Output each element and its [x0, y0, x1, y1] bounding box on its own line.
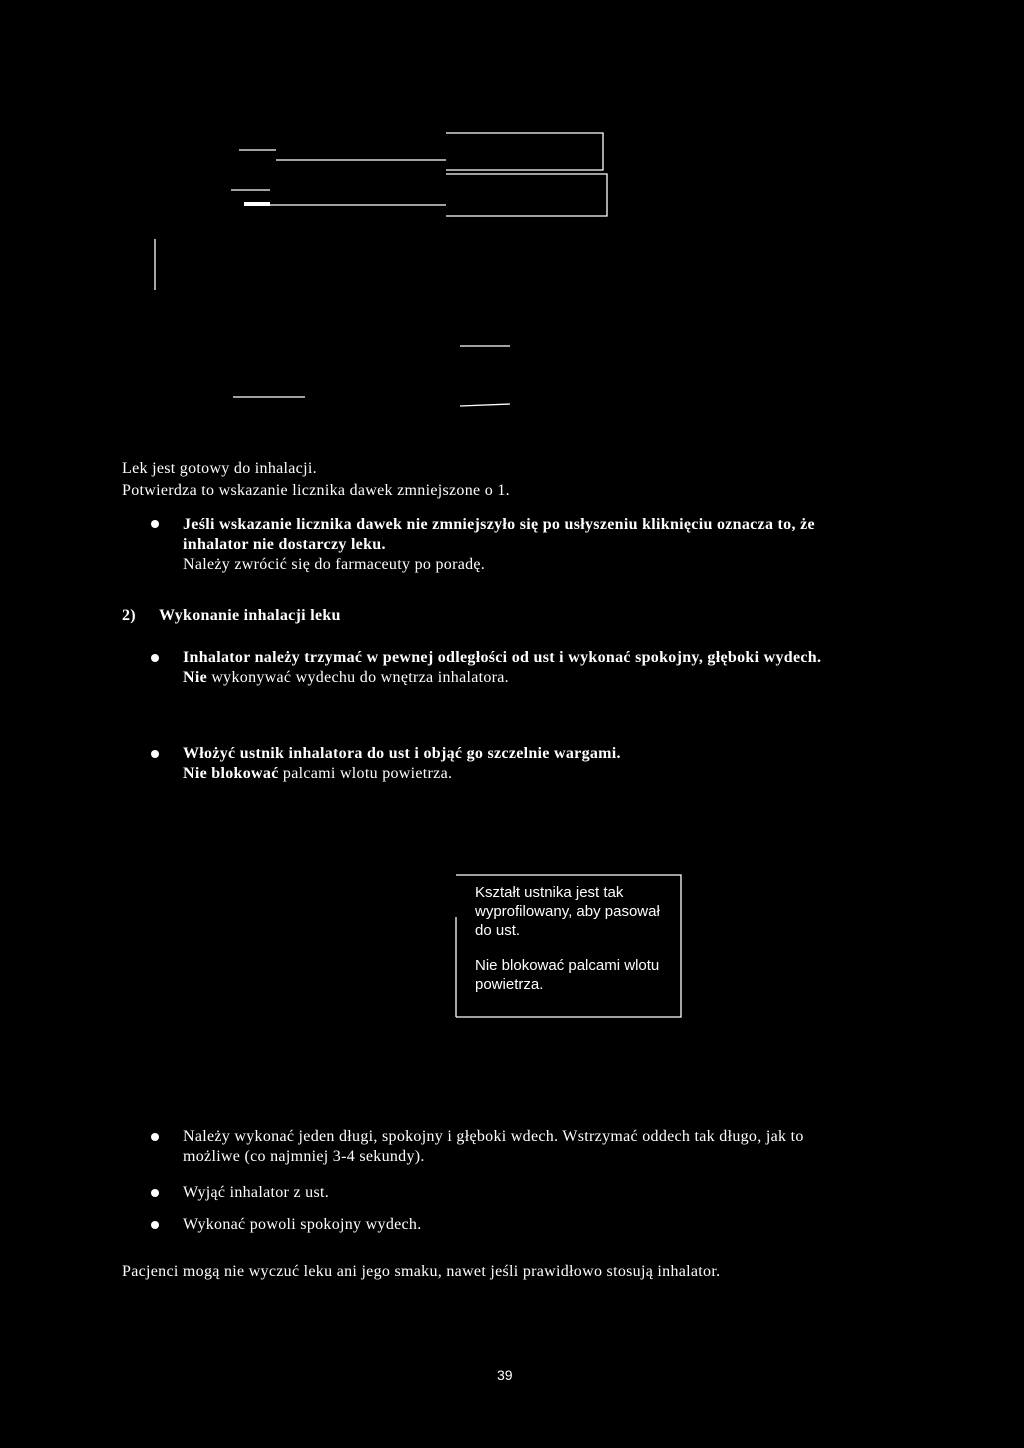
callout-text-2: Nie blokować palcami wlotu powietrza. — [475, 957, 660, 993]
callout-text-1: Kształt ustnika jest tak wyprofilowany, aby pasował do ust. — [475, 884, 660, 939]
step-remove: Wyjąć inhalator z ust. — [183, 1184, 330, 1201]
page-number: 39 — [497, 1367, 513, 1383]
step-exhale-slowly: Wykonać powoli spokojny wydech. — [183, 1216, 422, 1233]
section-title: Wykonanie inhalacji leku — [159, 607, 341, 624]
step-mouthpiece-note-bold: Nie blokować — [183, 765, 279, 782]
step-inhale: Należy wykonać jeden długi, spokojny i głęboki wdech. Wstrzymać oddech tak długo, jak to możliwe (co najmniej 3-4 sekundy). — [183, 1128, 804, 1165]
step-mouthpiece-bold: Włożyć ustnik inhalatora do ust i objąć go szczelnie wargami. — [183, 745, 621, 762]
bullet-icon — [151, 1221, 159, 1229]
intro-line-1: Lek jest gotowy do inhalacji. — [122, 460, 317, 477]
warning-bold-text: Jeśli wskazanie licznika dawek nie zmniejszyło się po usłyszeniu kliknięciu oznacza to, że inhalator nie dostarczy leku. — [183, 516, 815, 553]
step-mouthpiece-note-rest: palcami wlotu powietrza. — [278, 765, 453, 782]
step-exhale-bold: Inhalator należy trzymać w pewnej odległości od ust i wykonać spokojny, głęboki wydech. — [183, 649, 822, 666]
warning-normal-text: Należy zwrócić się do farmaceuty po poradę. — [183, 556, 486, 573]
intro-line-2: Potwierdza to wskazanie licznika dawek zmniejszone o 1. — [122, 482, 510, 499]
section-number: 2) — [122, 607, 136, 624]
step-exhale-note-rest: wykonywać wydechu do wnętrza inhalatora. — [207, 669, 509, 686]
step-exhale-note-bold: Nie — [183, 669, 208, 686]
closing-note: Pacjenci mogą nie wyczuć leku ani jego smaku, nawet jeśli prawidłowo stosują inhalator. — [122, 1263, 721, 1280]
bullet-icon — [151, 1189, 159, 1197]
bullet-icon — [151, 1133, 159, 1141]
